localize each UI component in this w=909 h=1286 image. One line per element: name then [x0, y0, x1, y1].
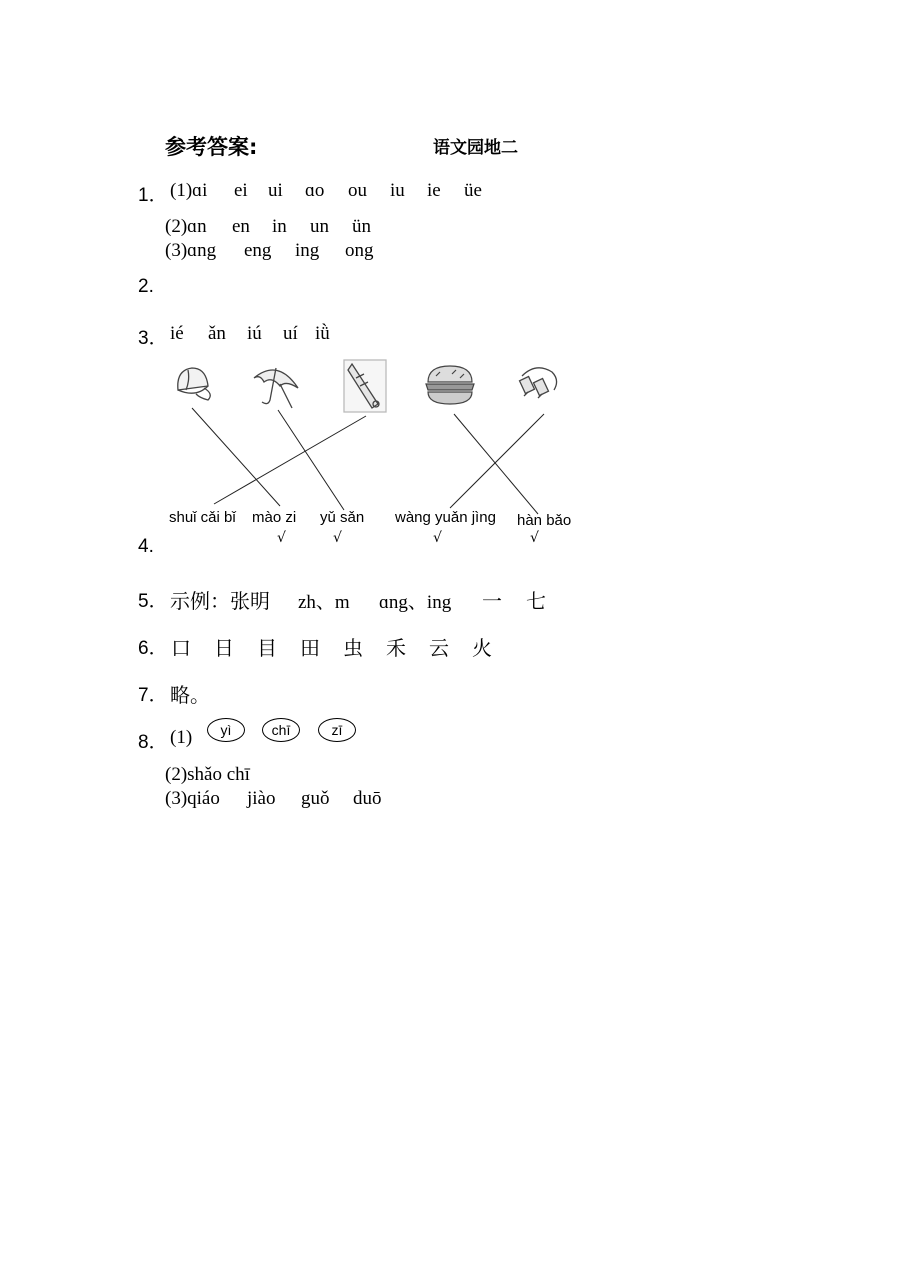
q3-item: iú [247, 323, 262, 344]
q1-line3 [165, 240, 374, 262]
pinyin-word: shuǐ cǎi bǐ [169, 509, 236, 526]
q7-number: 7． [138, 685, 168, 706]
q1-token: iu [390, 180, 405, 201]
q5-item: 七 [526, 589, 546, 613]
q3-item: uí [283, 323, 298, 344]
pinyin-bubble: chī [262, 718, 300, 742]
check-mark: √ [277, 530, 286, 546]
q6-number: 6． [138, 638, 168, 659]
q1-token: ei [234, 180, 248, 201]
q3-item: ié [170, 323, 184, 344]
line-umbrella-yusan [278, 410, 344, 510]
q5-item: ɑng、ing [379, 592, 452, 613]
q6-char: 虫 [343, 636, 363, 660]
answer-title: 参考答案: [165, 135, 258, 159]
unit-title: 语文园地二 [433, 138, 518, 158]
q1-token: (3)ɑng [165, 240, 217, 261]
q4-number: 4. [138, 536, 154, 557]
q8-token: jiào [247, 788, 276, 809]
q1-token: üe [464, 180, 482, 201]
check-mark: √ [433, 530, 442, 546]
q3-number: 3． [138, 328, 168, 349]
pinyin-word: yǔ sǎn [320, 509, 365, 526]
q1-token: eng [244, 240, 272, 261]
q1-line1 [170, 180, 482, 202]
q1-token: en [232, 216, 250, 237]
q8-line2: (2)shǎo chī [165, 764, 250, 785]
q1-token: ie [427, 180, 441, 201]
pinyin-word: mào zi [252, 509, 297, 526]
matching-lines [192, 408, 544, 514]
q1-token: ɑo [305, 180, 325, 201]
q1-token: ong [345, 240, 374, 261]
q3-items [170, 323, 330, 345]
q1-token: ui [268, 180, 283, 201]
hamburger-icon [426, 366, 474, 404]
q1-token: un [310, 216, 329, 237]
pinyin-bubble: zī [318, 718, 356, 742]
cap-icon [178, 368, 210, 400]
umbrella-icon [254, 368, 298, 408]
line-hamburger-hanbao [454, 414, 538, 514]
q8-token: duō [353, 788, 382, 809]
telescope-icon [520, 368, 557, 398]
q6-items [171, 632, 492, 661]
q1-token: ün [352, 216, 371, 237]
q6-char: 云 [429, 636, 449, 660]
q6-char: 禾 [386, 636, 406, 660]
pinyin-word: wàng yuǎn jìng [395, 509, 496, 526]
q6-char: 田 [300, 636, 320, 660]
q6-char: 日 [214, 636, 234, 660]
q5-item: 一 [482, 589, 502, 613]
q3-item: ǎn [208, 323, 226, 344]
pinyin-bubble: yì [207, 718, 245, 742]
q1-token: ing [295, 240, 320, 261]
q7-text: 略。 [170, 683, 210, 707]
q2-number: 2. [138, 276, 154, 297]
q6-char: 口 [171, 636, 191, 660]
pen-icon [344, 360, 386, 412]
q1-token: (1)ɑi [170, 180, 208, 201]
line-pen-shuicaibi [214, 416, 366, 504]
q8-part1-label: (1) [170, 727, 193, 748]
q3-item: iǜ [315, 323, 330, 344]
q8-token: guǒ [301, 788, 330, 809]
q1-line2 [165, 216, 371, 238]
q1-token: in [272, 216, 287, 237]
q8-line3 [165, 788, 382, 810]
check-mark: √ [333, 530, 342, 546]
q5-example: 示例：张明 [170, 589, 270, 613]
q6-char: 火 [472, 636, 492, 660]
pinyin-word: hàn bǎo [517, 512, 572, 529]
check-mark: √ [530, 530, 539, 546]
q8-token: (3)qiáo [165, 788, 220, 809]
q8-number: 8． [138, 732, 168, 753]
q5-item: zh、m [298, 592, 350, 613]
q6-char: 目 [257, 636, 277, 660]
line-telescope-wangyuanjing [450, 414, 544, 508]
q1-token: (2)ɑn [165, 216, 207, 237]
q5-number: 5． [138, 591, 168, 612]
q1-number: 1． [138, 185, 168, 206]
q1-token: ou [348, 180, 367, 201]
